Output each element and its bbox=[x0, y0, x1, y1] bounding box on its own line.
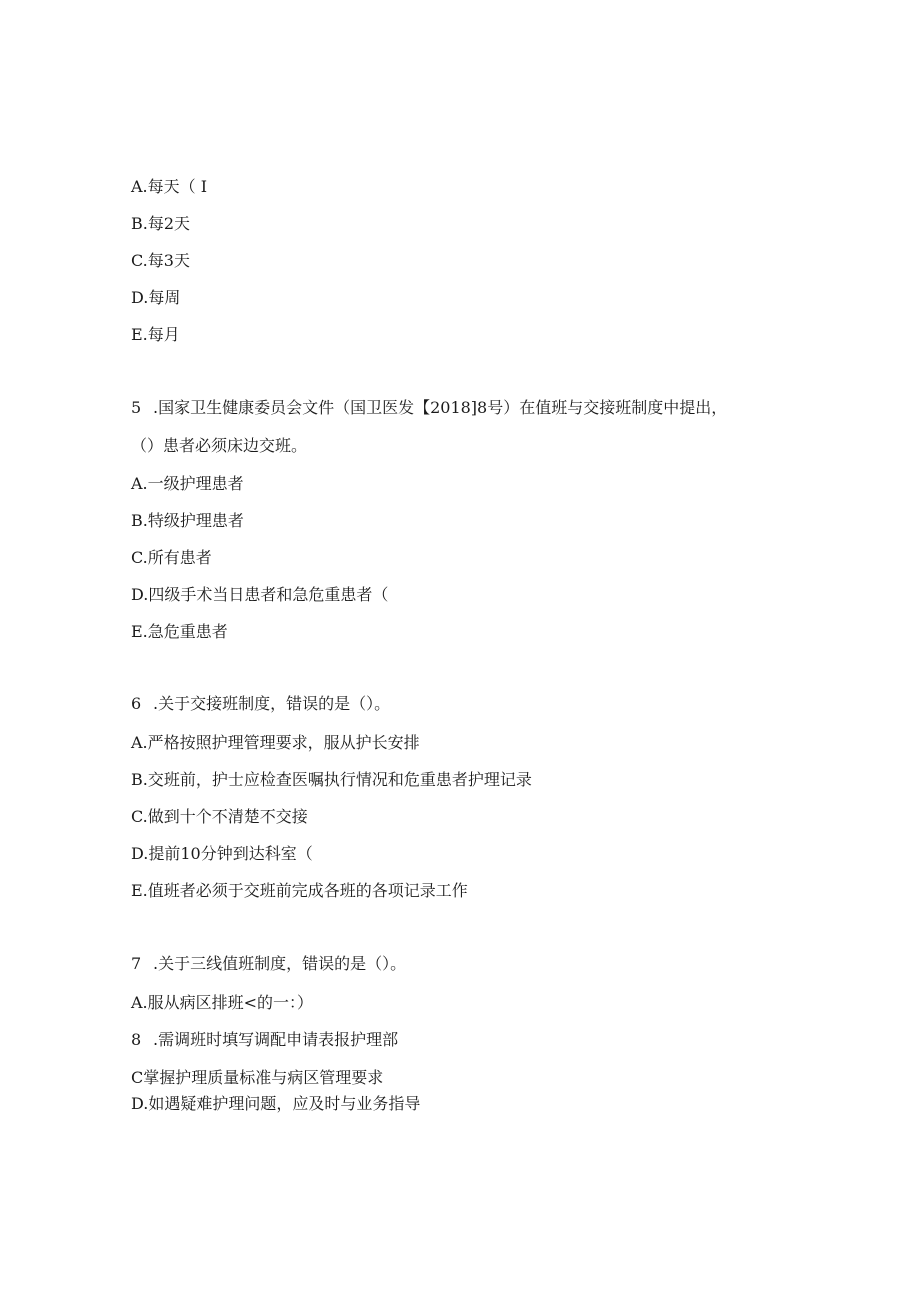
option-line: C掌握护理质量标准与病区管理要求 bbox=[131, 1068, 384, 1087]
question-number: 8 bbox=[131, 1030, 142, 1049]
option-line: （）患者必须床边交班。 bbox=[131, 436, 308, 455]
question-text: .关于交接班制度，错误的是（）。 bbox=[153, 694, 391, 713]
question-line bbox=[131, 398, 727, 418]
option-line: A.服从病区排班<的一：） bbox=[131, 993, 314, 1012]
question-number: 7 bbox=[131, 954, 142, 973]
option-line: D.提前10分钟到达科室（ bbox=[131, 844, 313, 863]
question-line bbox=[131, 954, 406, 974]
option-line: C.做到十个不清楚不交接 bbox=[131, 807, 308, 826]
option-line: A.每天（ I bbox=[131, 177, 208, 196]
option-line: B.交班前，护士应检查医嘱执行情况和危重患者护理记录 bbox=[131, 770, 532, 789]
question-text: .关于三线值班制度，错误的是（）。 bbox=[153, 954, 407, 973]
option-line: B.特级护理患者 bbox=[131, 511, 244, 530]
question-number: 6 bbox=[131, 694, 142, 713]
option-line: E.急危重患者 bbox=[131, 622, 228, 641]
option-line: A.一级护理患者 bbox=[131, 474, 244, 493]
option-line: D.如遇疑难护理问题，应及时与业务指导 bbox=[131, 1094, 421, 1113]
question-line bbox=[131, 694, 390, 714]
option-line: B.每2天 bbox=[131, 214, 191, 233]
option-line: C.所有患者 bbox=[131, 548, 212, 567]
question-line bbox=[131, 1030, 398, 1050]
option-line: A.严格按照护理管理要求，服从护长安排 bbox=[131, 733, 420, 752]
option-line: D.四级手术当日患者和急危重患者（ bbox=[131, 585, 389, 604]
question-text: .国家卫生健康委员会文件（国卫医发【2018]8号）在值班与交接班制度中提出， bbox=[153, 398, 728, 417]
option-line: E.值班者必须于交班前完成各班的各项记录工作 bbox=[131, 881, 468, 900]
question-text: .需调班时填写调配申请表报护理部 bbox=[153, 1030, 399, 1049]
question-number: 5 bbox=[131, 398, 142, 417]
option-line: E.每月 bbox=[131, 325, 180, 344]
option-line: C.每3天 bbox=[131, 251, 190, 270]
option-line: D.每周 bbox=[131, 288, 181, 307]
